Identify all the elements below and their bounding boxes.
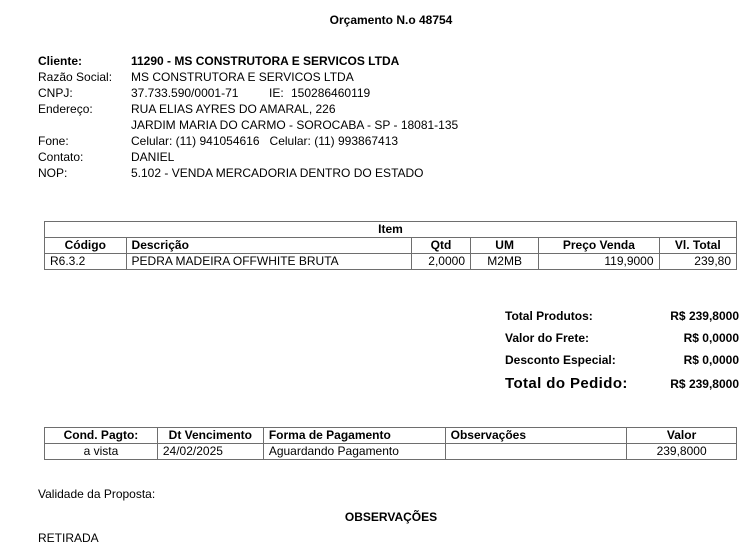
- totals-block: [505, 305, 739, 397]
- razao-label: Razão Social:: [38, 70, 113, 84]
- observacoes-text: RETIRADA: [38, 531, 99, 545]
- item-vl-total: 239,80: [659, 254, 736, 270]
- pay-cond: a vista: [45, 444, 158, 460]
- validade-label: Validade da Proposta:: [38, 487, 156, 501]
- nop-label: NOP:: [38, 166, 68, 180]
- pay-vencimento: 24/02/2025: [157, 444, 263, 460]
- col-valor: Valor: [627, 428, 737, 444]
- col-descricao: Descrição: [126, 238, 411, 254]
- cliente-value: 11290 - MS CONSTRUTORA E SERVICOS LTDA: [131, 54, 400, 68]
- pay-forma: Aguardando Pagamento: [263, 444, 445, 460]
- col-um: UM: [471, 238, 539, 254]
- razao-row: [38, 69, 458, 85]
- col-dt-vencimento: Dt Vencimento: [157, 428, 263, 444]
- valor-frete-label: Valor do Frete:: [505, 331, 590, 345]
- contato-row: [38, 149, 458, 165]
- payment-header-row: [45, 428, 737, 444]
- col-cond-pagto: Cond. Pagto:: [45, 428, 158, 444]
- total-pedido-label: Total do Pedido:: [505, 375, 628, 392]
- desconto-value: R$ 0,0000: [683, 353, 739, 367]
- endereco-row-2: [38, 117, 458, 133]
- contato-label: Contato:: [38, 150, 84, 164]
- pay-valor: 239,8000: [627, 444, 737, 460]
- nop-row: [38, 165, 458, 181]
- cliente-label: Cliente:: [38, 54, 83, 68]
- valor-frete-value: R$ 0,0000: [683, 331, 739, 345]
- razao-value: MS CONSTRUTORA E SERVICOS LTDA: [131, 70, 354, 84]
- ie-label: IE:: [269, 86, 284, 100]
- endereco-row: [38, 101, 458, 117]
- item-preco-venda: 119,9000: [539, 254, 659, 270]
- observacoes-title: OBSERVAÇÕES: [344, 510, 438, 524]
- table-row: [45, 444, 737, 460]
- total-produtos-row: [505, 305, 739, 327]
- col-qtd: Qtd: [411, 238, 470, 254]
- item-codigo: R6.3.2: [45, 254, 127, 270]
- fone-label: Fone:: [38, 134, 69, 148]
- desconto-label: Desconto Especial:: [505, 353, 616, 367]
- endereco-line2: JARDIM MARIA DO CARMO - SOROCABA - SP - 18081-135: [131, 118, 459, 132]
- col-observacoes: Observações: [445, 428, 627, 444]
- nop-value: 5.102 - VENDA MERCADORIA DENTRO DO ESTADO: [131, 166, 424, 180]
- col-vl-total: Vl. Total: [659, 238, 736, 254]
- payment-table: [44, 427, 737, 460]
- item-descricao: PEDRA MADEIRA OFFWHITE BRUTA: [126, 254, 411, 270]
- table-row: [45, 254, 737, 270]
- cnpj-row: [38, 85, 458, 101]
- client-row: [38, 53, 458, 69]
- fone-row: [38, 133, 458, 149]
- items-group-header-row: [45, 222, 737, 238]
- total-produtos-label: Total Produtos:: [505, 309, 593, 323]
- cnpj-value: 37.733.590/0001-71: [131, 86, 239, 100]
- desconto-row: [505, 349, 739, 371]
- pay-observacoes: [445, 444, 627, 460]
- valor-frete-row: [505, 327, 739, 349]
- col-forma-pagamento: Forma de Pagamento: [263, 428, 445, 444]
- client-info: [38, 53, 458, 181]
- page-title: Orçamento N.o 48754: [329, 13, 453, 27]
- total-produtos-value: R$ 239,8000: [670, 309, 739, 323]
- items-table: [44, 221, 737, 270]
- fone-value: Celular: (11) 941054616 Celular: (11) 993867413: [131, 134, 399, 148]
- col-codigo: Código: [45, 238, 127, 254]
- total-pedido-row: [505, 371, 739, 397]
- item-qtd: 2,0000: [411, 254, 470, 270]
- item-um: M2MB: [471, 254, 539, 270]
- contato-value: DANIEL: [131, 150, 175, 164]
- cnpj-label: CNPJ:: [38, 86, 73, 100]
- ie-value: 150286460119: [291, 86, 371, 100]
- items-group-header: Item: [45, 222, 737, 238]
- endereco-line1: RUA ELIAS AYRES DO AMARAL, 226: [131, 102, 336, 116]
- col-preco-venda: Preço Venda: [539, 238, 659, 254]
- endereco-label: Endereço:: [38, 102, 93, 116]
- total-pedido-value: R$ 239,8000: [670, 377, 739, 391]
- items-header-row: [45, 238, 737, 254]
